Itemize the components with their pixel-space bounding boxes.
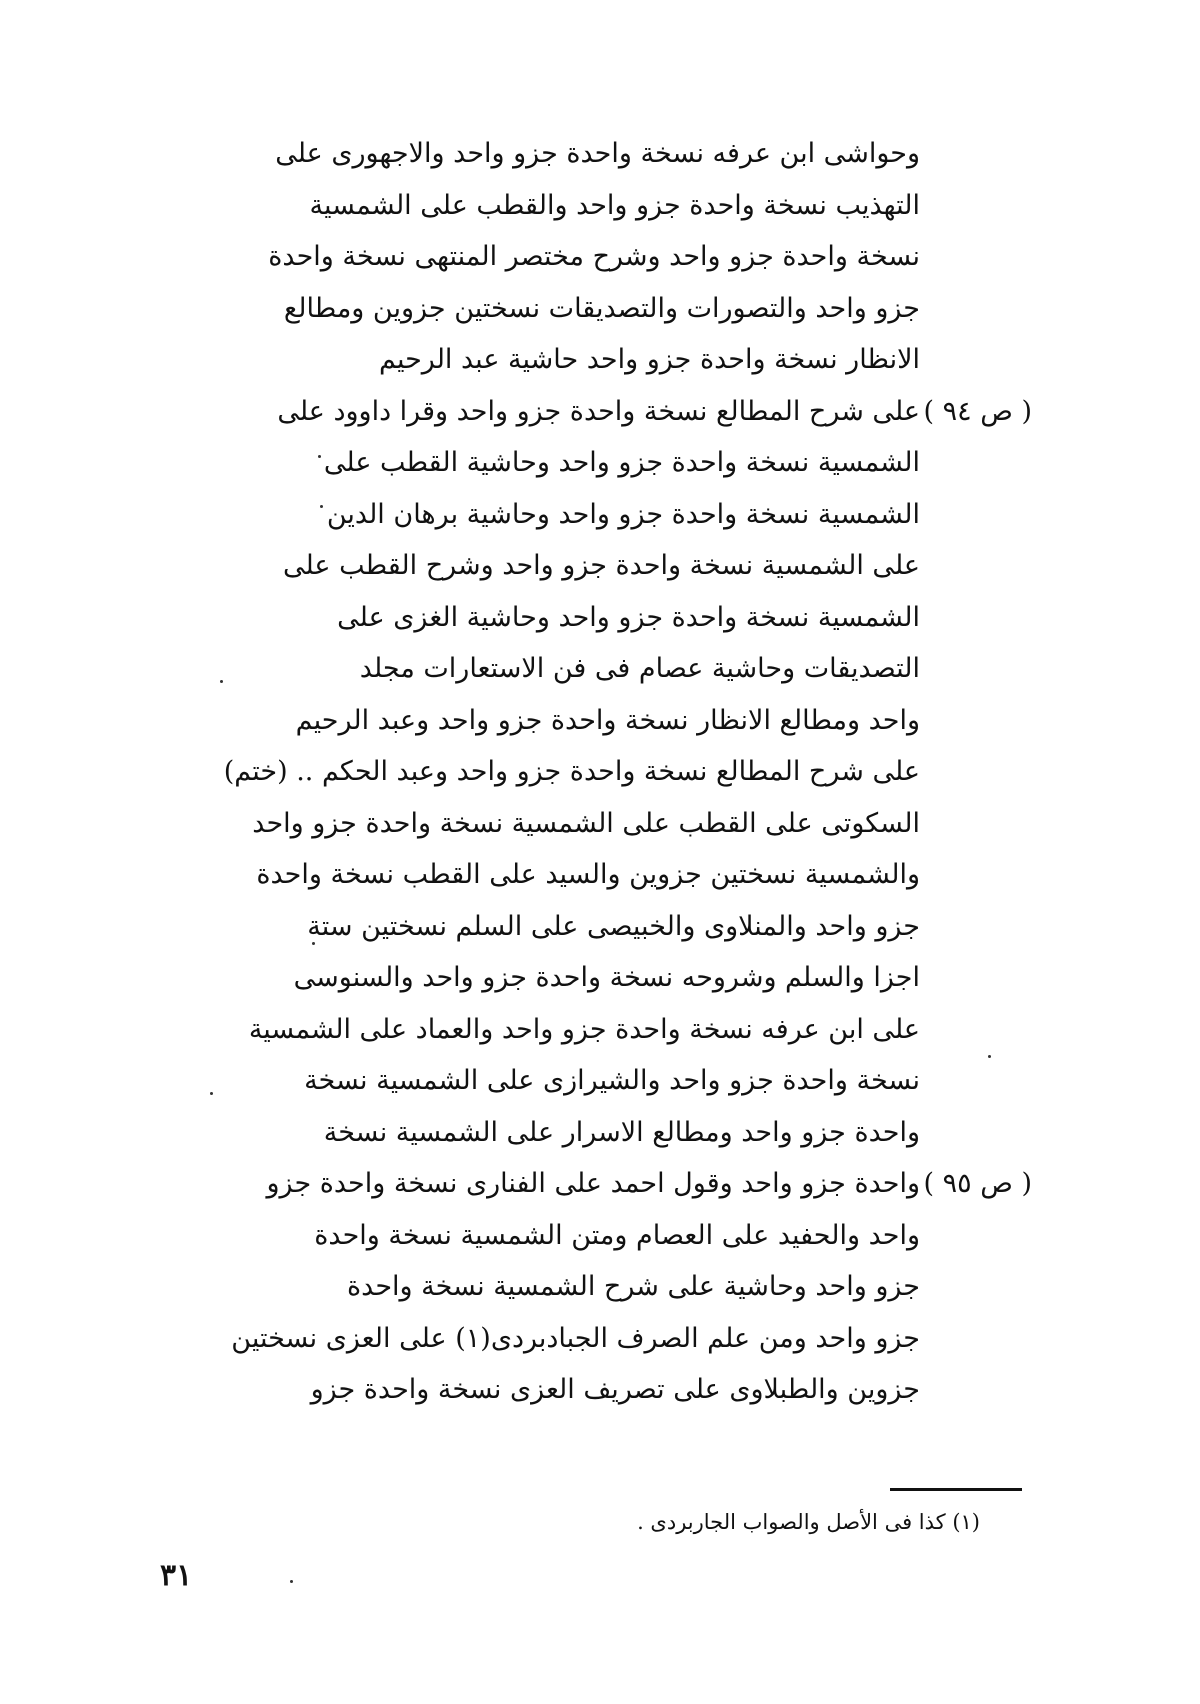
text-line	[200, 437, 920, 489]
line-text: جزو واحد والمنلاوى والخبيصى على السلم نسختين ستة	[307, 910, 920, 942]
text-line	[200, 695, 920, 747]
text-line	[200, 231, 920, 283]
line-text: نسخة واحدة جزو واحد والشيرازى على الشمسية نسخة	[304, 1065, 920, 1096]
text-line	[200, 1004, 920, 1056]
scan-speck	[210, 1092, 213, 1095]
text-line	[200, 180, 920, 232]
line-text: الانظار نسخة واحدة جزو واحد حاشية عبد الرحيم	[378, 344, 920, 375]
scan-speck	[220, 680, 223, 683]
text-line	[200, 1313, 920, 1365]
line-text: التهذيب نسخة واحدة جزو واحد والقطب على الشمسية	[309, 189, 920, 221]
line-text: الشمسية نسخة واحدة جزو واحد وحاشية برهان الدين	[326, 498, 920, 530]
text-line	[200, 952, 920, 1004]
page-number: ٣١	[160, 1558, 193, 1593]
margin-page-ref: ( ص ٩٤ )	[923, 395, 1032, 427]
line-text: على شرح المطالع نسخة واحدة جزو واحد وعبد الحكم .. (ختم)	[223, 756, 920, 787]
line-text: اجزا والسلم وشروحه نسخة واحدة جزو واحد والسنوسى	[293, 962, 920, 993]
text-line	[200, 540, 920, 592]
text-line	[200, 489, 920, 541]
text-line	[200, 1261, 920, 1313]
line-text: الشمسية نسخة واحدة جزو واحد وحاشية الغزى على	[337, 601, 920, 633]
scan-speck	[320, 505, 323, 508]
text-line	[200, 128, 920, 180]
line-text: التصديقات وحاشية عصام فى فن الاستعارات مجلد	[359, 653, 920, 684]
line-text: على شرح المطالع نسخة واحدة جزو واحد وقرا داوود على	[277, 395, 920, 427]
scan-speck	[988, 1055, 991, 1058]
line-text: جزو واحد وحاشية على شرح الشمسية نسخة واحدة	[347, 1271, 920, 1302]
text-line	[200, 746, 920, 798]
text-line	[200, 1055, 920, 1107]
line-text: واحدة جزو واحد وقول احمد على الفنارى نسخة واحدة جزو	[266, 1168, 920, 1199]
text-line	[200, 1158, 1032, 1210]
main-text	[200, 128, 1032, 1416]
line-text: واحد ومطالع الانظار نسخة واحدة جزو واحد وعبد الرحيم	[295, 704, 920, 736]
line-text: الشمسية نسخة واحدة جزو واحد وحاشية القطب على	[323, 447, 920, 478]
line-text: والشمسية نسختين جزوين والسيد على القطب نسخة واحدة	[256, 859, 920, 890]
text-line	[200, 592, 920, 644]
scan-speck	[312, 942, 315, 945]
text-line	[200, 1107, 920, 1159]
line-text: واحد والحفيد على العصام ومتن الشمسية نسخة واحدة	[314, 1219, 920, 1251]
text-line	[200, 1364, 920, 1416]
line-text: على ابن عرفه نسخة واحدة جزو واحد والعماد على الشمسية	[248, 1013, 920, 1045]
line-text: جزوين والطبلاوى على تصريف العزى نسخة واحدة جزو	[310, 1374, 920, 1405]
line-text: جزو واحد ومن علم الصرف الجبادبردى(١) على العزى نسختين	[231, 1322, 920, 1354]
footnote: (١) كذا فى الأصل والصواب الجاربردى .	[637, 1510, 980, 1534]
scan-speck	[318, 455, 321, 458]
line-text: جزو واحد والتصورات والتصديقات نسختين جزوين ومطالع	[283, 292, 920, 324]
text-line	[200, 1210, 920, 1262]
text-line	[200, 798, 920, 850]
text-line	[200, 334, 920, 386]
line-text: واحدة جزو واحد ومطالع الاسرار على الشمسية نسخة	[323, 1116, 920, 1148]
footnote-divider	[890, 1488, 1022, 1491]
margin-page-ref: ( ص ٩٥ )	[923, 1168, 1032, 1199]
line-text: وحواشى ابن عرفه نسخة واحدة جزو واحد والاجهورى على	[275, 138, 920, 169]
text-line	[200, 283, 920, 335]
text-line	[200, 386, 1032, 438]
line-text: نسخة واحدة جزو واحد وشرح مختصر المنتهى نسخة واحدة	[268, 241, 920, 272]
line-text: على الشمسية نسخة واحدة جزو واحد وشرح القطب على	[282, 550, 920, 581]
text-line	[200, 901, 920, 953]
scan-speck	[290, 1580, 293, 1583]
line-text: السكوتى على القطب على الشمسية نسخة واحدة جزو واحد	[252, 807, 920, 839]
text-line	[200, 849, 920, 901]
text-line	[200, 643, 920, 695]
